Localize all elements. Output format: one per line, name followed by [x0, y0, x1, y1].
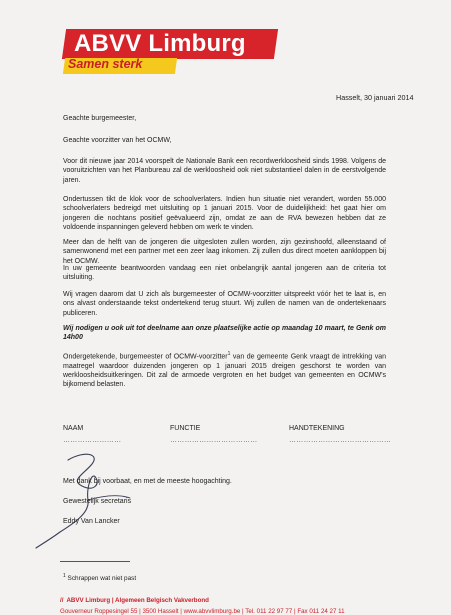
logo-name: ABVV Limburg — [74, 30, 246, 57]
handwritten-signature — [30, 440, 140, 550]
petition-text — [63, 350, 386, 390]
paragraph-1: Voor dit nieuwe jaar 2014 voorspelt de Nationale Bank een recordwerkloosheid sinds 1998. Volgens de vooruitzichten van het Planbureau zal de werkloosheid ook niet substantieel dalen in de eerstvolgende jaren. — [63, 158, 386, 184]
field-signature-blank: …………………………………… — [289, 437, 392, 444]
field-signature-label: HANDTEKENING — [289, 425, 345, 432]
salutation-ocmw: Geachte voorzitter van het OCMW, — [63, 137, 172, 144]
footnote-mark: 1 — [63, 573, 66, 580]
paragraph-3: Meer dan de helft van de jongeren die uitgesloten zullen worden, zijn gezinshoofd, alleenstaand of samenwonend met een partner met een zeer laag inkomen. Zij zullen dus direct moeten aankloppen bij het OCMW. — [63, 239, 386, 265]
signer-role: Gewestelijk secretaris — [63, 498, 132, 505]
salutation-mayor: Geachte burgemeester, — [63, 115, 137, 122]
abvv-slash-icon: // — [60, 597, 64, 605]
footnote-ref: 1 — [227, 351, 231, 357]
letter-date: Hasselt, 30 januari 2014 — [336, 93, 414, 102]
field-function-blank: ……………………………… — [170, 437, 258, 444]
petition-body: van de gemeente Genk vraagt de intrekking van maatregel waardoor duizenden jongeren op 1 januari 2015 dreigen geschorst te worden van werkloosheidsuitkeringen. Dit zal de armoede vergroten en het budget van gemeenten en OCMW's bijkomend belasten. — [63, 353, 387, 389]
footer-org-text: ABVV Limburg | Algemeen Belgisch Vakverbond — [66, 597, 209, 605]
footnote-divider — [60, 561, 130, 562]
field-name-blank: …………………… — [63, 437, 122, 444]
field-function-label: FUNCTIE — [170, 425, 201, 432]
action-invitation: Wij nodigen u ook uit tot deelname aan onze plaatselijke actie op maandag 10 maart, te Genk om 14h00 — [63, 325, 386, 342]
abvv-logo — [64, 29, 276, 73]
field-name-label: NAAM — [63, 425, 84, 432]
footer-organisation — [60, 597, 209, 604]
petition-intro: Ondergetekende, burgemeester of OCMW-voorzitter — [63, 353, 228, 361]
closing-line: Met dank bij voorbaat, en met de meeste hoogachting. — [63, 478, 232, 485]
paragraph-5: Wij vragen daarom dat U zich als burgemeester of OCMW-voorzitter uitspreekt vóór het te laat is, en ons alvast onderstaande tekst ondertekend terug stuurt. Wij zullen de namen van de ondertekenaars publiceren. — [63, 291, 386, 317]
footnote — [63, 573, 136, 582]
footer-address: Gouverneur Roppesingel 55 | 3500 Hasselt | www.abvvlimburg.be | Tel. 011 22 97 77 | Fax 011 24 27 11 — [60, 608, 345, 615]
signer-name: Eddy Van Lancker — [63, 518, 120, 525]
paragraph-4: In uw gemeente beantwoorden vandaag een niet onbelangrijk aantal jongeren aan de criteria tot uitsluiting. — [63, 265, 386, 282]
paragraph-2: Ondertussen tikt de klok voor de schoolverlaters. Indien hun situatie niet verandert, worden 55.000 schoolverlaters bedreigd met uitsluiting op 1 januari 2015. Voor de duidelijkheid: het gaat hier om jongeren die nochtans positief geëvalueerd zijn, omdat ze aan de RVA bewezen hebben dat ze voldoende inspanningen geleverd hebben om werk te vinden. — [63, 196, 386, 231]
logo-slogan: Samen sterk — [68, 57, 143, 71]
footnote-text: Schrappen wat niet past — [65, 575, 137, 583]
